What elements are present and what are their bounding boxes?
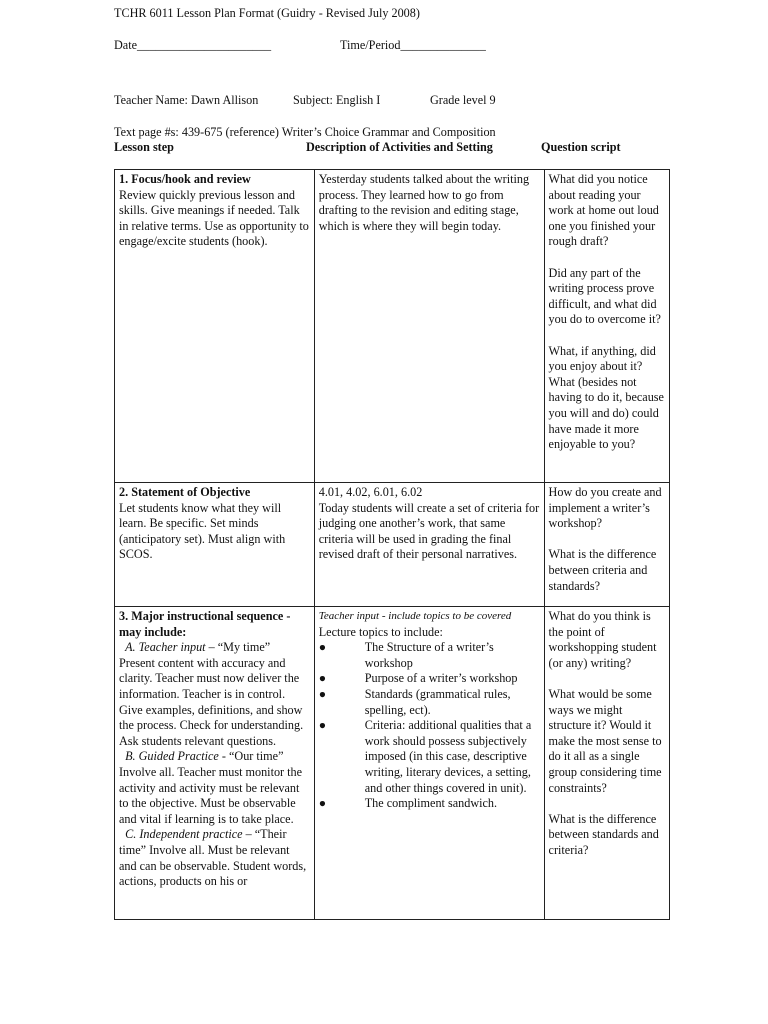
step-title: 3. Major instructional sequence - may include: xyxy=(119,609,291,639)
step-text: Let students know what they will learn. Be specific. Set minds (anticipatory set). Must align with SCOS. xyxy=(119,500,286,562)
guided-practice-label: B. Guided Practice xyxy=(125,749,219,764)
time-period-field: Time/Period______________ xyxy=(340,38,486,52)
guided-practice-text: Involve all. Teacher must monitor the activity and activity must be relevant to the objective. Must be observable and vital if learning is to take place. xyxy=(119,764,303,826)
guided-practice-heading xyxy=(119,749,310,765)
description-text: Yesterday students talked about the writing process. They learned how to go from drafting to the revision and editing stage, which is where they will begin today. xyxy=(318,172,530,233)
question-text: How do you create and implement a writer’s workshop? xyxy=(548,485,662,531)
column-header-lesson-step: Lesson step xyxy=(114,140,174,154)
step-title: 2. Statement of Objective xyxy=(119,485,251,499)
question-text: What is the difference between standards and criteria? xyxy=(548,811,659,857)
lesson-step-cell xyxy=(115,607,315,920)
list-item: ● Standards (grammatical rules, spelling, ect). xyxy=(318,686,511,717)
question-cell xyxy=(544,607,669,920)
date-field: Date______________________ xyxy=(114,38,272,52)
description-cell xyxy=(314,170,544,483)
step-text: Review quickly previous lesson and skills. Give meanings if needed. Talk in relative terms. Use as opportunity to engage/excite students (hook). xyxy=(119,187,309,249)
question-text: What is the difference between criteria and standards? xyxy=(548,547,657,593)
teacher-input-heading xyxy=(119,640,310,656)
list-item: ● Purpose of a writer’s workshop xyxy=(318,671,518,686)
question-cell xyxy=(544,170,669,483)
bullet-icon: ● xyxy=(318,686,327,701)
description-cell xyxy=(314,607,544,920)
text-pages: Text page #s: 439-675 (reference) Writer’s Choice Grammar and Composition xyxy=(114,125,496,139)
question-text: Did any part of the writing process prove difficult, and what did you do to overcome it? xyxy=(548,265,661,327)
question-cell xyxy=(544,483,669,607)
step-title: 1. Focus/hook and review xyxy=(119,172,251,186)
list-item: ● Criteria: additional qualities that a work should possess subjectively imposed (in this case, descriptive writing, literary devices, a setting, and other things covered in unit). xyxy=(318,718,532,795)
teacher-input-label: A. Teacher input xyxy=(125,640,206,655)
table-row xyxy=(115,607,670,920)
list-item: ● The compliment sandwich. xyxy=(318,796,498,811)
bullet-icon: ● xyxy=(318,718,327,733)
teacher-name: Teacher Name: Dawn Allison xyxy=(114,93,259,107)
table-row xyxy=(115,170,670,483)
question-text: What do you think is the point of workshopping student (or any) writing? xyxy=(548,609,657,670)
lecture-intro: Lecture topics to include: xyxy=(318,624,443,639)
description-cell xyxy=(314,483,544,607)
bullet-icon: ● xyxy=(318,640,327,655)
description-text: Today students will create a set of criteria for judging one another’s work, that same criteria will be used in grading the final revised draft of their personal narratives. xyxy=(318,500,540,562)
column-header-question-script: Question script xyxy=(541,140,621,154)
grade-level: Grade level 9 xyxy=(430,93,496,107)
independent-practice-text: – “Their time” Involve all. Must be relevant and can be observable. Student words, actions, products on his or xyxy=(119,827,307,889)
independent-practice-label: C. Independent practice xyxy=(125,827,243,842)
lesson-step-cell xyxy=(115,170,315,483)
guided-practice-tag: - “Our time” xyxy=(218,749,284,764)
document-title: TCHR 6011 Lesson Plan Format (Guidry - Revised July 2008) xyxy=(114,6,420,20)
teacher-input-tag: – “My time” xyxy=(205,640,271,655)
question-text: What did you notice about reading your work at home out loud one you finished your rough draft? xyxy=(548,172,659,249)
list-item: ● The Structure of a writer’s workshop xyxy=(318,640,494,670)
table-row xyxy=(115,483,670,607)
bullet-icon: ● xyxy=(318,671,327,686)
column-header-description: Description of Activities and Setting xyxy=(306,140,493,154)
subject: Subject: English I xyxy=(293,93,381,107)
independent-practice-heading xyxy=(119,827,310,889)
objective-codes: 4.01, 4.02, 6.01, 6.02 xyxy=(318,485,423,499)
question-text: What, if anything, did you enjoy about it? What (besides not having to do it, because you will and do) could have made it more enjoyable to you? xyxy=(548,343,664,452)
teacher-input-note: Teacher input - include topics to be covered xyxy=(318,610,512,622)
lesson-plan-table xyxy=(114,169,670,920)
question-text: What would be some ways we might structure it? Would it make the most sense to do it all as a single group considering time constraints? xyxy=(548,686,662,795)
bullet-icon: ● xyxy=(318,796,327,811)
teacher-input-text: Present content with accuracy and clarity. Teacher must now deliver the information. Teacher is in control. Give examples, definitions, and show the process. Check for understanding. Ask students relevant questions. xyxy=(119,655,304,748)
lesson-step-cell xyxy=(115,483,315,607)
